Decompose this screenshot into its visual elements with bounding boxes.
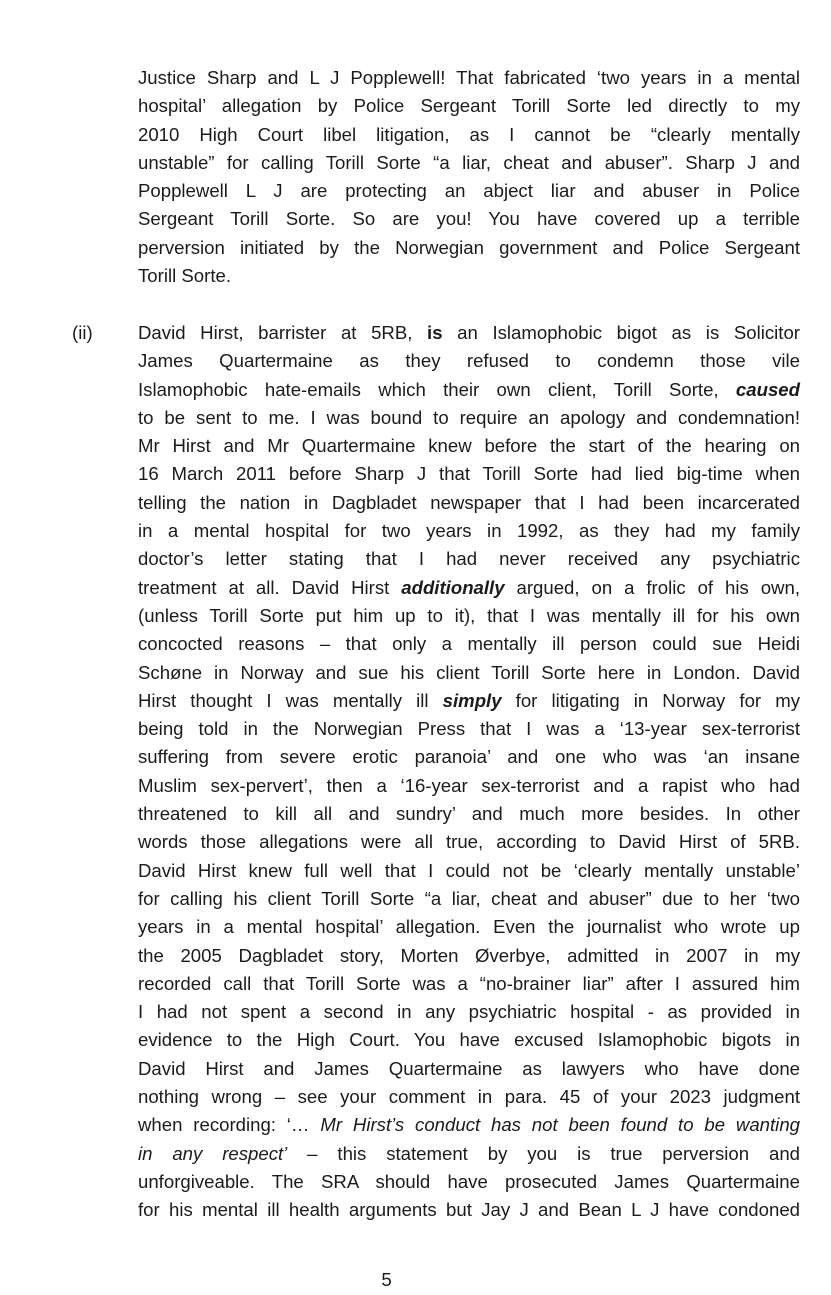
text-run: argued, on a frolic of his own, xyxy=(504,576,800,598)
text-line xyxy=(138,1111,800,1139)
text-line: perversion initiated by the Norwegian government and Police Sergeant xyxy=(138,236,800,258)
text-line: telling the nation in Dagbladet newspaper that I had been incarcerated xyxy=(138,491,800,513)
italic-quote: Mr Hirst’s conduct has not been found to be wanting xyxy=(320,1114,800,1136)
text-run: David Hirst, barrister at 5RB, xyxy=(138,322,428,343)
text-line: years in a mental hospital’ allegation. Even the journalist who wrote up xyxy=(138,916,800,938)
text-line: 2010 High Court libel litigation, as I cannot be “clearly mentally xyxy=(138,123,800,145)
text-line: doctor’s letter stating that I had never received any psychiatric xyxy=(138,548,800,570)
text-line: suffering from severe erotic paranoia’ and one who was ‘an insane xyxy=(138,746,800,768)
text-line: Muslim sex-pervert’, then a ‘16-year sex-terrorist and a rapist who had xyxy=(138,774,800,796)
text-run: – this statement by you is true perversion and xyxy=(287,1142,801,1164)
text-line: James Quartermaine as they refused to condemn those vile xyxy=(138,350,800,372)
text-line: Justice Sharp and L J Popplewell! That fabricated ‘two years in a mental xyxy=(138,67,800,88)
bold-italic-emphasis: caused xyxy=(735,378,800,400)
text-line: unforgiveable. The SRA should have prosecuted James Quartermaine xyxy=(138,1170,800,1192)
paragraph-ii xyxy=(138,319,800,1225)
text-line: to be sent to me. I was bound to require an apology and condemnation! xyxy=(138,406,800,428)
text-line: Popplewell L J are protecting an abject liar and abuser in Police xyxy=(138,180,800,202)
paragraph-marker: (ii) xyxy=(72,322,93,343)
text-line: the 2005 Dagbladet story, Morten Øverbye, admitted in 2007 in my xyxy=(138,944,800,966)
text-line: concocted reasons – that only a mentally ill person could sue Heidi xyxy=(138,633,800,655)
text-line: Sergeant Torill Sorte. So are you! You have covered up a terrible xyxy=(138,208,800,230)
text-run: when recording: ‘… xyxy=(138,1114,321,1136)
text-line xyxy=(138,574,800,602)
text-run: Islamophobic hate-emails which their own client, Torill Sorte, xyxy=(138,378,736,400)
text-line: (unless Torill Sorte put him up to it), that I was mentally ill for his own xyxy=(138,604,800,626)
paragraph-continued xyxy=(138,64,800,290)
text-line: I had not spent a second in any psychiatric hospital - as provided in xyxy=(138,1001,800,1023)
text-line xyxy=(138,376,800,404)
text-line: words those allegations were all true, according to David Hirst of 5RB. xyxy=(138,831,800,853)
italic-quote: in any respect’ xyxy=(138,1142,288,1164)
text-line: threatened to kill all and sundry’ and much more besides. In other xyxy=(138,803,800,825)
text-line: being told in the Norwegian Press that I was a ‘13-year sex-terrorist xyxy=(138,718,800,740)
text-line: nothing wrong – see your comment in para. 45 of your 2023 judgment xyxy=(138,1086,800,1108)
bold-emphasis: is xyxy=(427,322,443,343)
text-line: David Hirst and James Quartermaine as lawyers who have done xyxy=(138,1057,800,1079)
text-line xyxy=(138,687,800,715)
bold-italic-emphasis: simply xyxy=(442,689,502,711)
text-run: treatment at all. David Hirst xyxy=(138,576,402,598)
text-line: 16 March 2011 before Sharp J that Torill Sorte had lied big-time when xyxy=(138,463,800,485)
text-run: Hirst thought I was mentally ill xyxy=(138,689,443,711)
text-line: recorded call that Torill Sorte was a “no-brainer liar” after I assured him xyxy=(138,972,800,994)
bold-italic-emphasis: additionally xyxy=(401,576,505,598)
text-line: evidence to the High Court. You have excused Islamophobic bigots in xyxy=(138,1029,800,1051)
text-line: for calling his client Torill Sorte “a liar, cheat and abuser” due to her ‘two xyxy=(138,887,800,909)
text-line: Torill Sorte. xyxy=(138,265,231,287)
text-line xyxy=(138,1140,800,1168)
text-run: an Islamophobic bigot as is Solicitor xyxy=(442,322,800,343)
text-line: hospital’ allegation by Police Sergeant Torill Sorte led directly to my xyxy=(138,95,800,117)
text-line: for his mental ill health arguments but Jay J and Bean L J have condoned xyxy=(138,1199,800,1221)
text-line: David Hirst knew full well that I could not be ‘clearly mentally unstable’ xyxy=(138,859,800,881)
text-run: for litigating in Norway for my xyxy=(501,689,800,711)
text-line: Schøne in Norway and sue his client Torill Sorte here in London. David xyxy=(138,661,800,683)
text-line: in a mental hospital for two years in 1992, as they had my family xyxy=(138,520,800,542)
text-line: Mr Hirst and Mr Quartermaine knew before the start of the hearing on xyxy=(138,435,800,457)
text-line: unstable” for calling Torill Sorte “a liar, cheat and abuser”. Sharp J and xyxy=(138,151,800,173)
page-number: 5 xyxy=(381,1269,392,1290)
text-line xyxy=(138,319,800,347)
